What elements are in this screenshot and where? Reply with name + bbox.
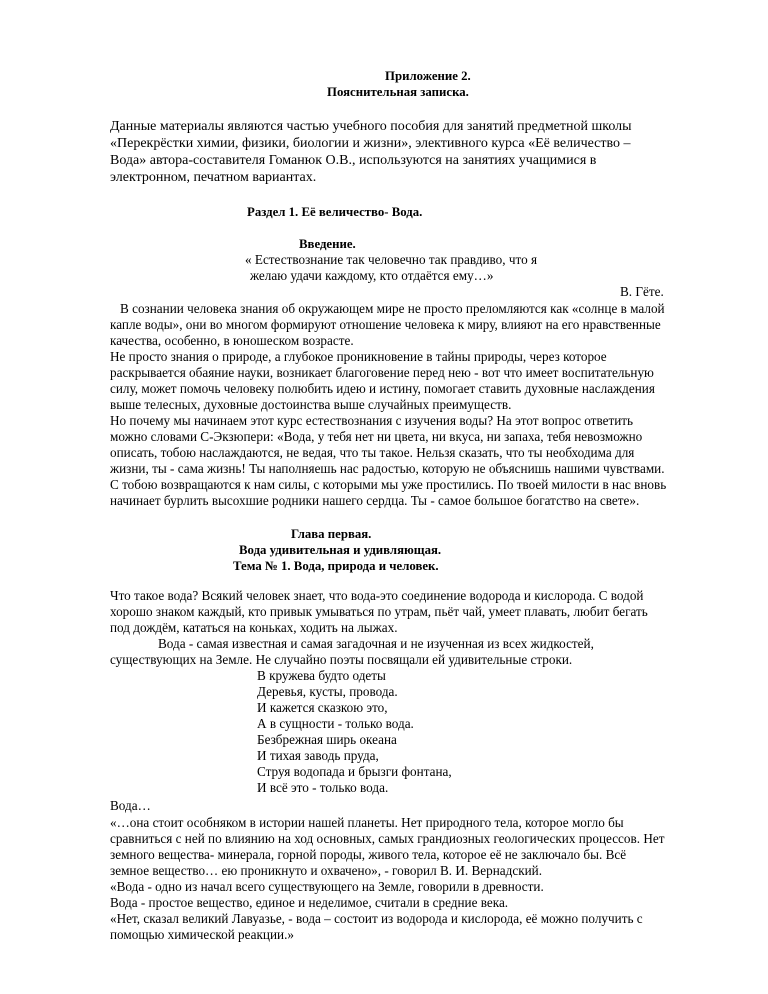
poem-line: В кружева будто одеты: [257, 668, 386, 683]
closing-line: «Нет, сказал великий Лавуазье, - вода – состоит из водорода и кислорода, её можно получить с: [110, 911, 643, 926]
closing-line: помощью химической реакции.»: [110, 927, 294, 942]
chapter-line: существующих на Земле. Не случайно поэты посвящали ей удивительные строки.: [110, 652, 573, 667]
poem-line: И кажется сказкою это,: [257, 700, 388, 715]
body-line: качества, особенно, в юношеском возрасте.: [110, 333, 354, 348]
chapter-line: Вода - самая известная и самая загадочная и не изученная из всех жидкостей,: [158, 636, 594, 651]
body-line: С тобою возвращаются к нам силы, с которыми мы уже простились. По твоей милости в нас вновь: [110, 477, 667, 492]
closing-line: «Вода - одно из начал всего существующего на Земле, говорили в древности.: [110, 879, 544, 894]
chapter-line: хорошо знаком каждый, кто привык умываться по утрам, пьёт чай, умеет плавать, любит бегать: [110, 604, 648, 619]
body-line: жизни, ты - сама жизнь! Ты наполняешь нас радостью, которую не объяснишь нашими чувствами.: [110, 461, 665, 476]
intro-line: Данные материалы являются частью учебного пособия для занятий предметной школы: [110, 119, 632, 134]
appendix-subtitle: Пояснительная записка.: [327, 85, 469, 99]
poem-line: Безбрежная ширь океана: [257, 732, 397, 747]
chapter-subtitle: Вода удивительная и удивляющая.: [239, 543, 442, 557]
body-line: начинает бурлить высохшие родники нашего сердца. Ты - самое большое богатство на свете».: [110, 493, 640, 508]
body-line: силу, может помочь человеку полюбить идею и истину, помогает ставить духовные наслаждения: [110, 381, 655, 396]
intro-line: электронном, печатном вариантах.: [110, 170, 317, 185]
poem-line: И тихая заводь пруда,: [257, 748, 379, 763]
appendix-title: Приложение 2.: [385, 69, 471, 83]
poem-line: И всё это - только вода.: [257, 780, 389, 795]
chapter-topic: Тема № 1. Вода, природа и человек.: [233, 559, 439, 573]
intro-line: Вода» автора-составителя Гоманюк О.В., используются на занятиях учащимися в: [110, 153, 597, 168]
epigraph-line: « Естествознание так человечно так правдиво, что я: [245, 252, 538, 267]
body-line: можно словами С-Экзюпери: «Вода, у тебя нет ни цвета, ни вкуса, ни запаха, тебя невозможно: [110, 429, 643, 444]
epigraph-author: В. Гёте.: [620, 284, 664, 299]
section-heading: Раздел 1. Её величество- Вода.: [247, 205, 423, 219]
closing-line: Вода - простое вещество, единое и неделимое, считали в средние века.: [110, 895, 509, 910]
body-line: капле воды», они во многом формируют отношение человека к миру, влияют на его нравственные: [110, 317, 661, 332]
chapter-line: Что такое вода? Всякий человек знает, что вода-это соединение водорода и кислорода. С водой: [110, 588, 644, 603]
body-line: описать, тобою наслаждаются, не ведая, что ты такое. Нельзя сказать, что ты необходима для: [110, 445, 635, 460]
epigraph-line: желаю удачи каждому, кто отдаётся ему…»: [250, 268, 494, 283]
poem-line: Деревья, кусты, провода.: [257, 684, 398, 699]
body-line: выше телесных, духовные достоинства выше случайных преимуществ.: [110, 397, 512, 412]
closing-line: «…она стоит особняком в истории нашей планеты. Нет природного тела, которое могло бы: [110, 815, 624, 830]
body-line: Не просто знания о природе, а глубокое проникновение в тайны природы, через которое: [110, 349, 607, 364]
closing-line: Вода…: [110, 798, 151, 813]
closing-line: сравниться с ней по влиянию на ход основных, самых грандиозных геологических процессов. Нет: [110, 831, 665, 846]
closing-line: земное вещество… ею проникнуто и охвачено», - говорил В. И. Вернадский.: [110, 863, 543, 878]
body-line: Но почему мы начинаем этот курс естествознания с изучения воды? На этот вопрос ответить: [110, 413, 634, 428]
chapter-title: Глава первая.: [291, 527, 372, 541]
introduction-heading: Введение.: [299, 237, 356, 251]
poem-line: А в сущности - только вода.: [257, 716, 414, 731]
body-line: раскрывается обаяние науки, возникает благоговение перед нею - вот что имеет воспитательную: [110, 365, 654, 380]
intro-line: «Перекрёстки химии, физики, биологии и жизни», элективного курса «Её величество –: [110, 136, 631, 151]
closing-line: земного вещества- минерала, горной породы, живого тела, которое её не заключало бы. Всё: [110, 847, 627, 862]
poem-line: Струя водопада и брызги фонтана,: [257, 764, 452, 779]
chapter-line: под дождём, кататься на коньках, ходить на лыжах.: [110, 620, 398, 635]
body-line: В сознании человека знания об окружающем мире не просто преломляются как «солнце в малой: [120, 301, 665, 316]
